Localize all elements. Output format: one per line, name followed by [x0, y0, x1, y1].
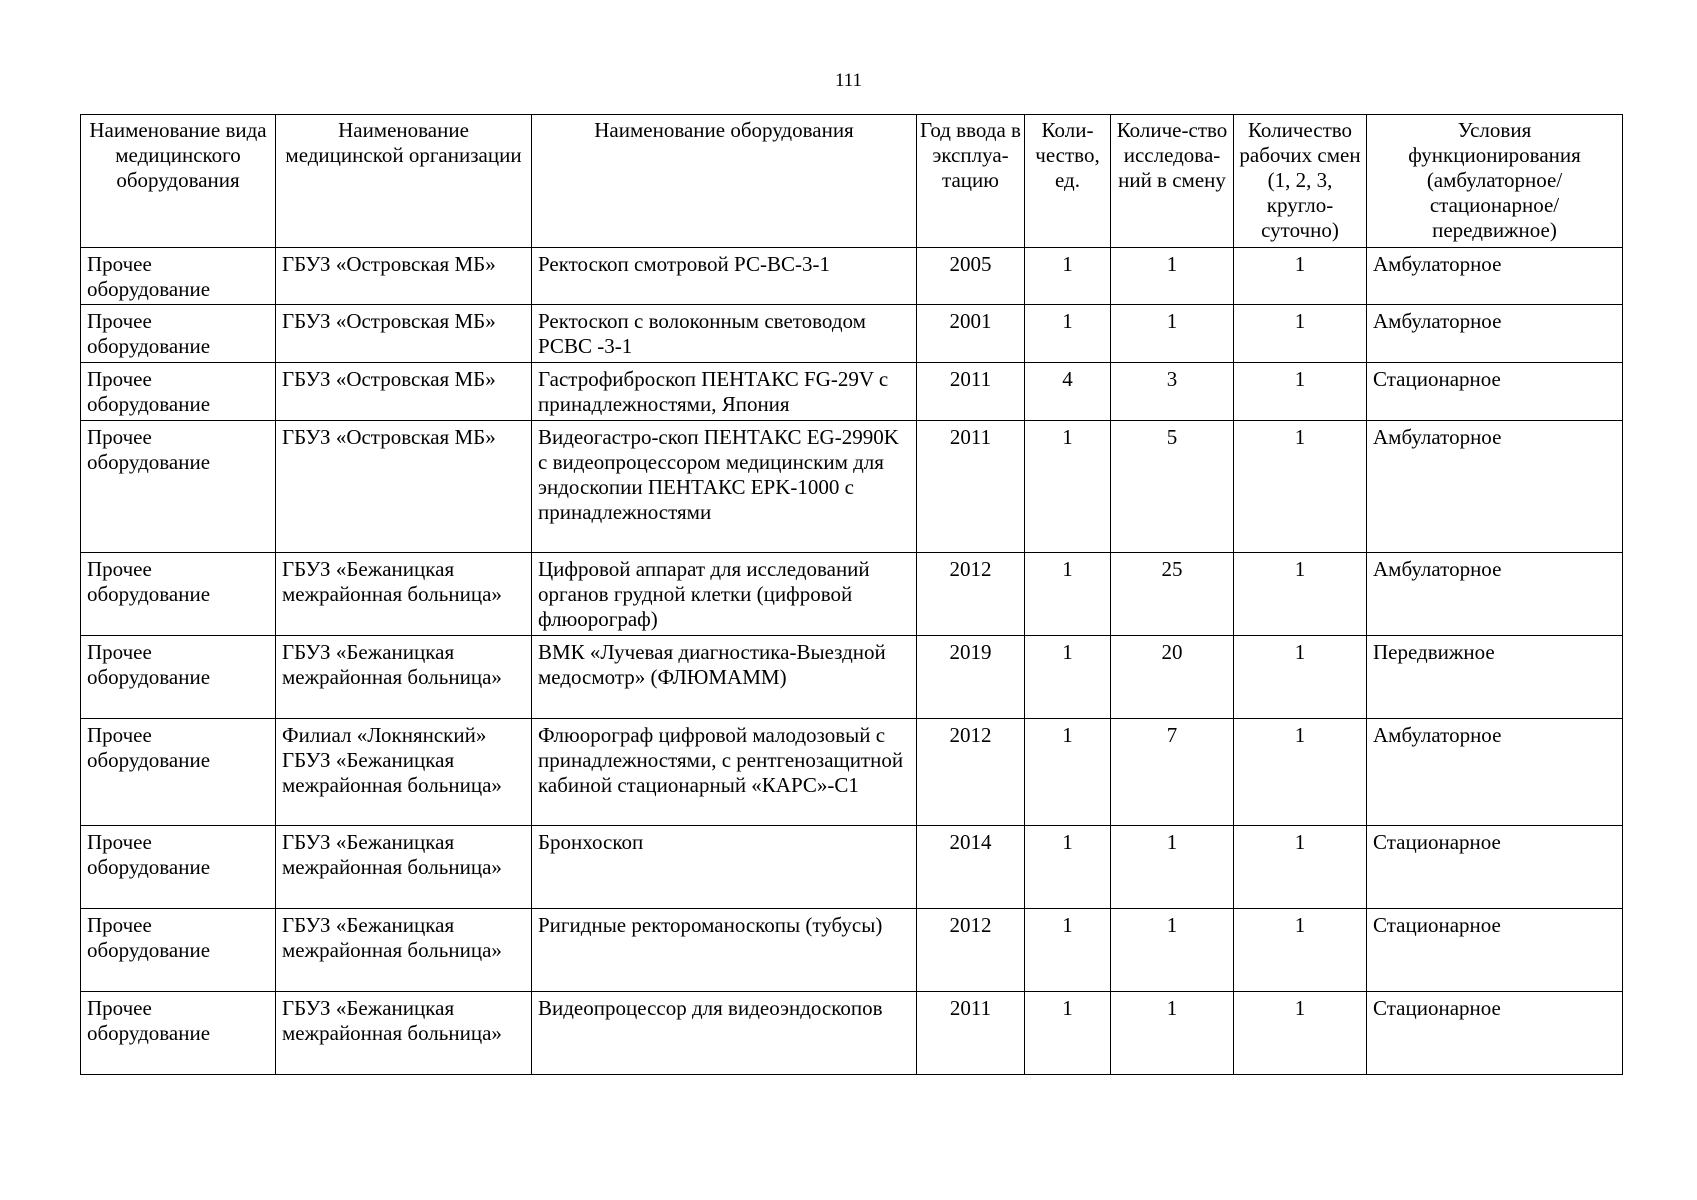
cell-conditions: Стационарное — [1367, 992, 1623, 1075]
cell-equipment-type: Прочее оборудование — [81, 553, 276, 636]
cell-year: 2011 — [917, 992, 1025, 1075]
cell-quantity: 1 — [1025, 826, 1111, 909]
table-header — [81, 115, 1623, 248]
cell-equipment-name: ВМК «Лучевая диагностика-Выездной медосмотр» (ФЛЮМАММ) — [532, 636, 917, 719]
cell-equipment-type: Прочее оборудование — [81, 248, 276, 305]
cell-equipment-type: Прочее оборудование — [81, 826, 276, 909]
cell-conditions: Амбулаторное — [1367, 421, 1623, 553]
cell-equipment-type: Прочее оборудование — [81, 636, 276, 719]
cell-work-shifts: 1 — [1234, 719, 1367, 826]
cell-work-shifts: 1 — [1234, 826, 1367, 909]
cell-studies-per-shift: 1 — [1111, 248, 1234, 305]
cell-conditions: Амбулаторное — [1367, 553, 1623, 636]
cell-year: 2019 — [917, 636, 1025, 719]
table-row — [81, 248, 1623, 305]
cell-studies-per-shift: 1 — [1111, 909, 1234, 992]
cell-equipment-name: Ригидные ректороманоскопы (тубусы) — [532, 909, 917, 992]
cell-organization: ГБУЗ «Бежаницкая межрайонная больница» — [276, 553, 532, 636]
cell-work-shifts: 1 — [1234, 305, 1367, 363]
table-row — [81, 305, 1623, 363]
header-studies-per-shift: Количе-ство исследова-ний в смену — [1111, 115, 1234, 248]
cell-equipment-type: Прочее оборудование — [81, 719, 276, 826]
cell-equipment-name: Цифровой аппарат для исследований органов грудной клетки (цифровой флюорограф) — [532, 553, 917, 636]
header-year: Год ввода в эксплуа-тацию — [917, 115, 1025, 248]
cell-equipment-type: Прочее оборудование — [81, 305, 276, 363]
cell-year: 2012 — [917, 909, 1025, 992]
table-row — [81, 992, 1623, 1075]
cell-conditions: Амбулаторное — [1367, 248, 1623, 305]
cell-year: 2005 — [917, 248, 1025, 305]
cell-organization: ГБУЗ «Бежаницкая межрайонная больница» — [276, 909, 532, 992]
cell-year: 2011 — [917, 421, 1025, 553]
cell-year: 2012 — [917, 719, 1025, 826]
cell-year: 2012 — [917, 553, 1025, 636]
cell-quantity: 1 — [1025, 719, 1111, 826]
cell-equipment-name: Гастрофиброскоп ПЕНТАКС FG-29V с принадлежностями, Япония — [532, 363, 917, 421]
cell-studies-per-shift: 1 — [1111, 992, 1234, 1075]
cell-organization: ГБУЗ «Островская МБ» — [276, 305, 532, 363]
table-row — [81, 363, 1623, 421]
cell-quantity: 1 — [1025, 421, 1111, 553]
cell-organization: ГБУЗ «Островская МБ» — [276, 248, 532, 305]
header-organization: Наименование медицинской организации — [276, 115, 532, 248]
table-row — [81, 636, 1623, 719]
cell-equipment-name: Видеогастро-скоп ПЕНТАКС EG-2990K с видеопроцессором медицинским для эндоскопии ПЕНТАКС EPK-1000 с принадлежностями — [532, 421, 917, 553]
cell-work-shifts: 1 — [1234, 909, 1367, 992]
cell-quantity: 1 — [1025, 305, 1111, 363]
cell-conditions: Передвижное — [1367, 636, 1623, 719]
cell-work-shifts: 1 — [1234, 248, 1367, 305]
cell-conditions: Амбулаторное — [1367, 305, 1623, 363]
table-row — [81, 826, 1623, 909]
cell-quantity: 1 — [1025, 636, 1111, 719]
cell-organization: ГБУЗ «Бежаницкая межрайонная больница» — [276, 826, 532, 909]
cell-equipment-type: Прочее оборудование — [81, 363, 276, 421]
cell-conditions: Стационарное — [1367, 363, 1623, 421]
cell-work-shifts: 1 — [1234, 636, 1367, 719]
cell-studies-per-shift: 1 — [1111, 305, 1234, 363]
table-body — [81, 248, 1623, 1075]
cell-year: 2014 — [917, 826, 1025, 909]
cell-equipment-name: Бронхоскоп — [532, 826, 917, 909]
cell-organization: ГБУЗ «Островская МБ» — [276, 363, 532, 421]
table-row — [81, 719, 1623, 826]
cell-work-shifts: 1 — [1234, 992, 1367, 1075]
header-equipment-name: Наименование оборудования — [532, 115, 917, 248]
page-number: 111 — [834, 70, 863, 91]
cell-work-shifts: 1 — [1234, 553, 1367, 636]
cell-quantity: 1 — [1025, 553, 1111, 636]
cell-studies-per-shift: 5 — [1111, 421, 1234, 553]
cell-year: 2001 — [917, 305, 1025, 363]
cell-work-shifts: 1 — [1234, 363, 1367, 421]
header-quantity: Коли-чество, ед. — [1025, 115, 1111, 248]
cell-quantity: 1 — [1025, 909, 1111, 992]
cell-quantity: 4 — [1025, 363, 1111, 421]
cell-organization: ГБУЗ «Бежаницкая межрайонная больница» — [276, 992, 532, 1075]
header-conditions: Условия функционирования (амбулаторное/ стационарное/ передвижное) — [1367, 115, 1623, 248]
cell-quantity: 1 — [1025, 248, 1111, 305]
cell-studies-per-shift: 20 — [1111, 636, 1234, 719]
cell-equipment-name: Ректоскоп смотровой РС-ВС-3-1 — [532, 248, 917, 305]
cell-equipment-type: Прочее оборудование — [81, 992, 276, 1075]
table-row — [81, 909, 1623, 992]
cell-organization: Филиал «Локнянский» ГБУЗ «Бежаницкая межрайонная больница» — [276, 719, 532, 826]
cell-quantity: 1 — [1025, 992, 1111, 1075]
cell-work-shifts: 1 — [1234, 421, 1367, 553]
cell-studies-per-shift: 7 — [1111, 719, 1234, 826]
header-row — [81, 115, 1623, 248]
cell-studies-per-shift: 25 — [1111, 553, 1234, 636]
table-row — [81, 553, 1623, 636]
cell-studies-per-shift: 3 — [1111, 363, 1234, 421]
cell-equipment-name: Флюорограф цифровой малодозовый с принадлежностями, с рентгенозащитной кабиной стационарный «КАРС»-С1 — [532, 719, 917, 826]
table-row — [81, 421, 1623, 553]
cell-year: 2011 — [917, 363, 1025, 421]
header-work-shifts: Количество рабочих смен (1, 2, 3, кругло-суточно) — [1234, 115, 1367, 248]
cell-equipment-type: Прочее оборудование — [81, 421, 276, 553]
cell-studies-per-shift: 1 — [1111, 826, 1234, 909]
cell-equipment-name: Ректоскоп с волоконным световодом РСВС -3-1 — [532, 305, 917, 363]
cell-organization: ГБУЗ «Бежаницкая межрайонная больница» — [276, 636, 532, 719]
cell-equipment-type: Прочее оборудование — [81, 909, 276, 992]
cell-conditions: Стационарное — [1367, 826, 1623, 909]
cell-organization: ГБУЗ «Островская МБ» — [276, 421, 532, 553]
cell-equipment-name: Видеопроцессор для видеоэндоскопов — [532, 992, 917, 1075]
cell-conditions: Амбулаторное — [1367, 719, 1623, 826]
cell-conditions: Стационарное — [1367, 909, 1623, 992]
equipment-table — [80, 114, 1623, 1075]
header-equipment-type: Наименование вида медицинского оборудования — [81, 115, 276, 248]
